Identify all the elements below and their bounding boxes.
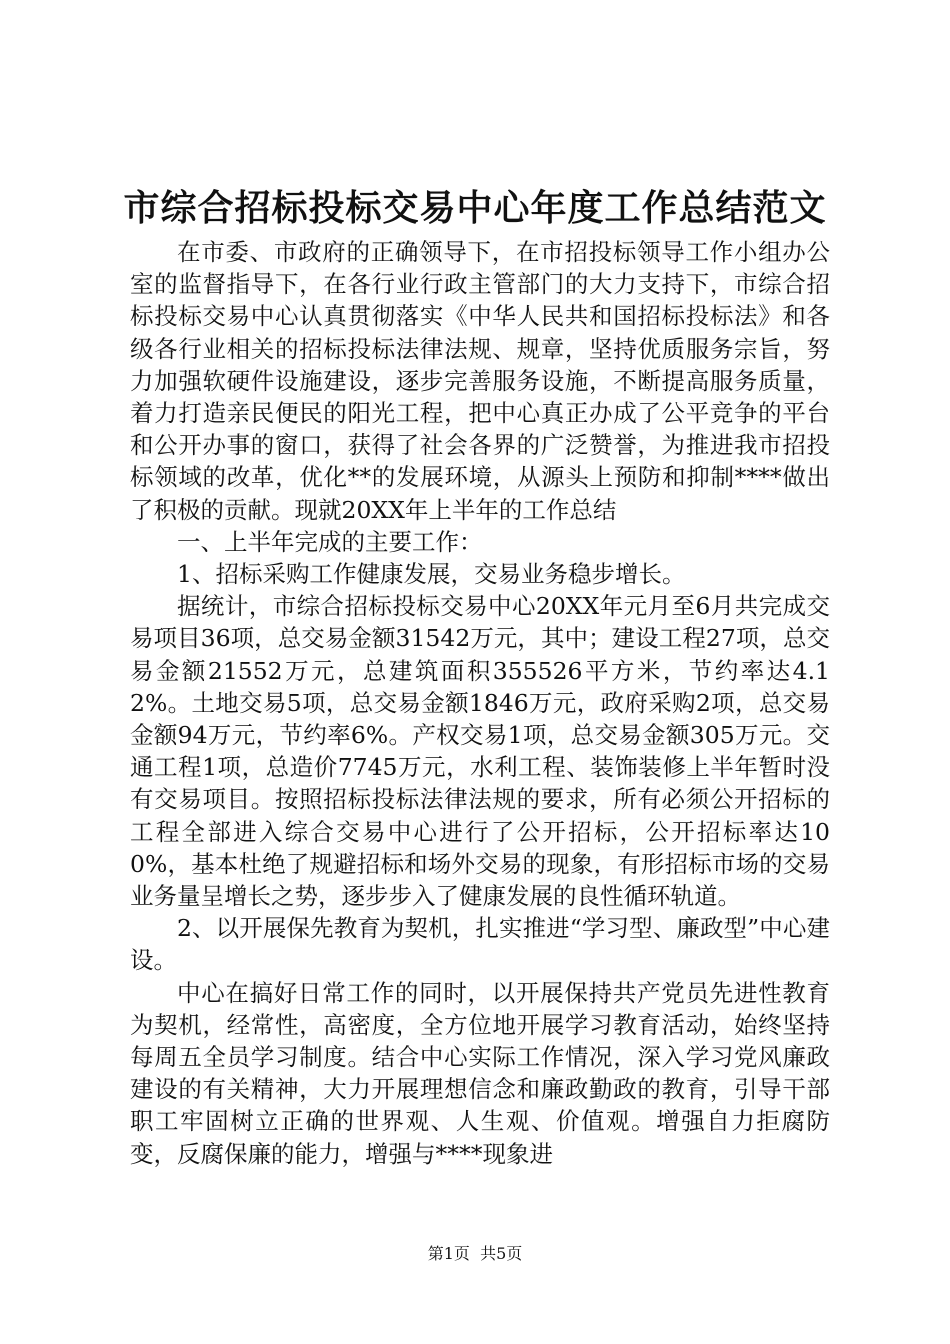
page-footer: 第1页 共5页 (427, 1244, 523, 1263)
subheading-bidding: 1、招标采购工作健康发展，交易业务稳步增长。 (177, 560, 686, 589)
document-body (130, 236, 830, 1170)
document-title: 市综合招标投标交易中心年度工作总结范文 (123, 187, 827, 229)
subheading-education: 2、以开展保先教育为契机，扎实推进“学习型、廉政型”中心建设。 (130, 914, 830, 975)
paragraph-statistics: 据统计，市综合招标投标交易中心20XX年元月至6月共完成交易项目36项，总交易金额31542万元，其中；建设工程27项，总交易金额21552万元，总建筑面积355526平方米，节约率达4.12%。土地交易5项，总交易金额1846万元，政府采购2项，总交易金额94万元，节约率6%。产权交易1项，总交易金额305万元。交通工程1项，总造价7745万元，水利工程、装饰装修上半年暂时没有交易项目。按照招标投标法律法规的要求，所有必须公开招标的工程全部进入综合交易中心进行了公开招标，公开招标率达100%，基本杜绝了规避招标和场外交易的现象，有形招标市场的交易业务量呈增长之势，逐步步入了健康发展的良性循环轨道。 (130, 592, 830, 911)
paragraph-intro: 在市委、市政府的正确领导下，在市招投标领导工作小组办公室的监督指导下，在各行业行政主管部门的大力支持下，市综合招标投标交易中心认真贯彻落实《中华人民共和国招标投标法》和各级各行业相关的招标投标法律法规、规章，坚持优质服务宗旨，努力加强软硬件设施建设，逐步完善服务设施，不断提高服务质量，着力打造亲民便民的阳光工程，把中心真正办成了公平竞争的平台和公开办事的窗口，获得了社会各界的广泛赞誉，为推进我市招投标领域的改革，优化**的发展环境，从源头上预防和抑制****做出了积极的贡献。现就20XX年上半年的工作总结 (130, 238, 830, 524)
paragraph-education: 中心在搞好日常工作的同时，以开展保持共产党员先进性教育为契机，经常性，高密度，全方位地开展学习教育活动，始终坚持每周五全员学习制度。结合中心实际工作情况，深入学习党风廉政建设的有关精神，大力开展理想信念和廉政勤政的教育，引导干部职工牢固树立正确的世界观、人生观、价值观。增强自力拒腐防变，反腐保廉的能力，增强与****现象进 (130, 978, 830, 1168)
section-heading-main-work: 一、上半年完成的主要工作： (177, 527, 483, 556)
